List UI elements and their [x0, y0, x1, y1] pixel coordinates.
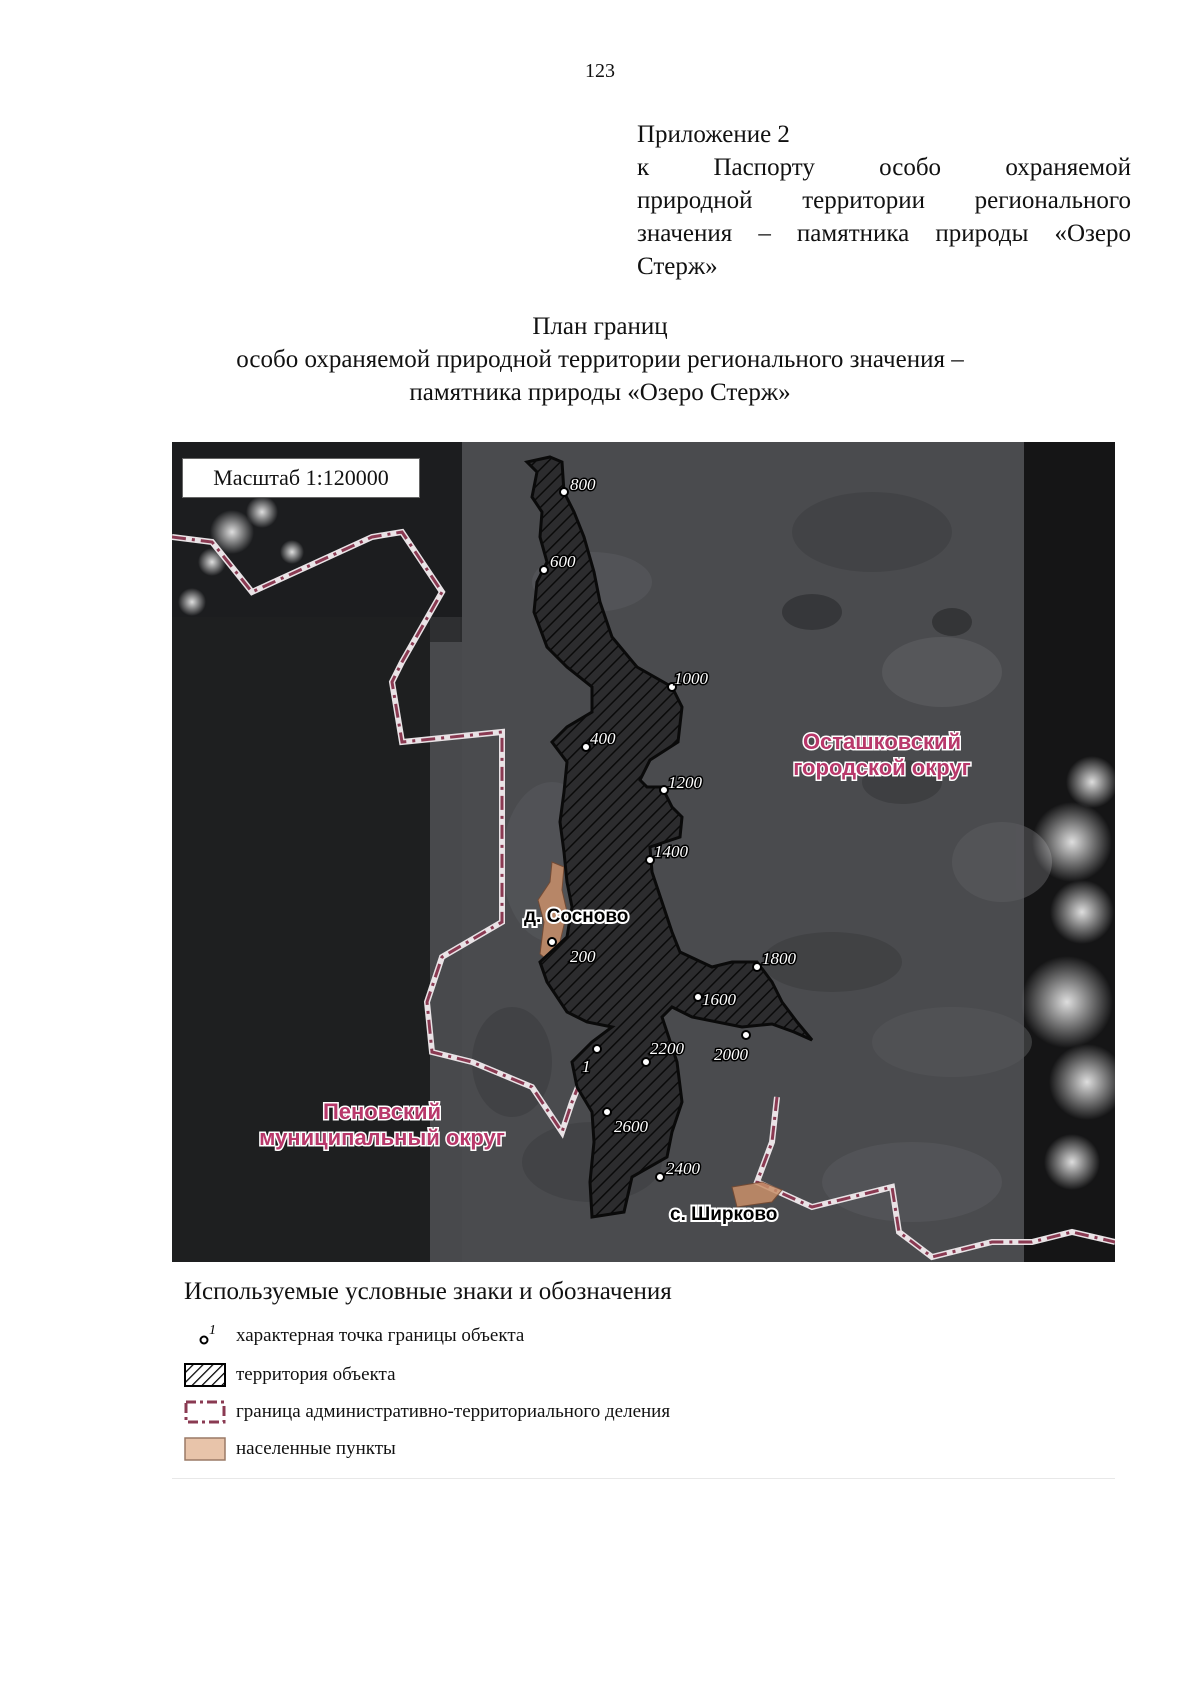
- boundary-point-1600: [694, 993, 702, 1001]
- boundary-point-400: [582, 743, 590, 751]
- region-label-penov-1: Пеновский: [322, 1099, 442, 1124]
- hatch-icon: [184, 1363, 226, 1387]
- appendix-line-5: Стерж»: [637, 253, 718, 280]
- region-label-ostashkov-2: городской округ: [793, 755, 971, 780]
- page-number: 123: [585, 60, 615, 82]
- boundary-point-1400: [646, 856, 654, 864]
- point-label-1200: 1200: [668, 773, 702, 792]
- imagery-left: [172, 617, 430, 1262]
- point-label-600: 600: [550, 552, 576, 571]
- map-svg: [172, 442, 1115, 1262]
- legend-item-point: [184, 1321, 524, 1351]
- appendix-line-1: Приложение 2: [637, 121, 790, 148]
- boundary-point-600: [540, 566, 548, 574]
- map-frame: [172, 442, 1115, 1262]
- boundary-point-2000: [742, 1031, 750, 1039]
- settlement-icon: [184, 1437, 226, 1461]
- boundary-point-2400: [656, 1173, 664, 1181]
- point-label-1600: 1600: [702, 990, 736, 1009]
- point-label-2200: 2200: [650, 1039, 684, 1058]
- boundary-point-2200: [642, 1058, 650, 1066]
- boundary-point-800: [560, 488, 568, 496]
- settlement-label-sosnovo: д. Сосново: [524, 906, 629, 927]
- region-label-ostashkov-1: Осташковский: [802, 729, 962, 754]
- bottom-divider: [172, 1478, 1115, 1479]
- point-label-1000: 1000: [674, 669, 708, 688]
- point-label-400: 400: [590, 729, 616, 748]
- boundary-point-1200: [660, 786, 668, 794]
- point-label-2600: 2600: [614, 1117, 648, 1136]
- point-label-200: 200: [570, 947, 596, 966]
- point-label-1: 1: [582, 1057, 591, 1076]
- legend-label-settlement: населенные пункты: [236, 1438, 396, 1459]
- point-label-1800: 1800: [762, 949, 796, 968]
- map-scale: Масштаб 1:120000: [182, 458, 420, 498]
- plan-title: [0, 310, 1200, 409]
- legend-label-boundary: граница административно-территориального деления: [236, 1401, 671, 1422]
- plan-title-line-3: памятника природы «Озеро Стерж»: [409, 379, 791, 406]
- region-label-penov-2: муниципальный округ: [259, 1125, 505, 1150]
- legend-label-point: характерная точка границы объекта: [236, 1325, 525, 1346]
- boundary-point-2600: [603, 1108, 611, 1116]
- boundary-point-1: [593, 1045, 601, 1053]
- legend-title: Используемые условные знаки и обозначения: [184, 1278, 672, 1305]
- point-label-2000: 2000: [714, 1045, 748, 1064]
- appendix-line-4: значения – памятника природы «Озеро: [637, 220, 1131, 247]
- boundary-point-200: [548, 938, 556, 946]
- appendix-header: [637, 118, 1131, 283]
- point-icon: [184, 1324, 226, 1348]
- appendix-line-3: природной территории регионального: [637, 187, 1131, 214]
- point-label-1400: 1400: [654, 842, 688, 861]
- plan-title-line-2: особо охраняемой природной территории регионального значения –: [236, 346, 964, 373]
- settlement-label-shirkovo: с. Ширково: [670, 1204, 778, 1225]
- dashed-boundary-icon: [184, 1400, 226, 1424]
- point-label-2400: 2400: [666, 1159, 700, 1178]
- legend-label-territory: территория объекта: [236, 1364, 396, 1385]
- point-label-800: 800: [570, 475, 596, 494]
- legend-point-index: 1: [209, 1324, 216, 1338]
- legend-item-territory: [184, 1360, 396, 1390]
- plan-title-line-1: План границ: [532, 313, 668, 340]
- boundary-point-1800: [753, 963, 761, 971]
- legend-item-boundary: [184, 1397, 670, 1427]
- legend-item-settlement: [184, 1434, 396, 1464]
- appendix-line-2: к Паспорту особо охраняемой: [637, 154, 1131, 181]
